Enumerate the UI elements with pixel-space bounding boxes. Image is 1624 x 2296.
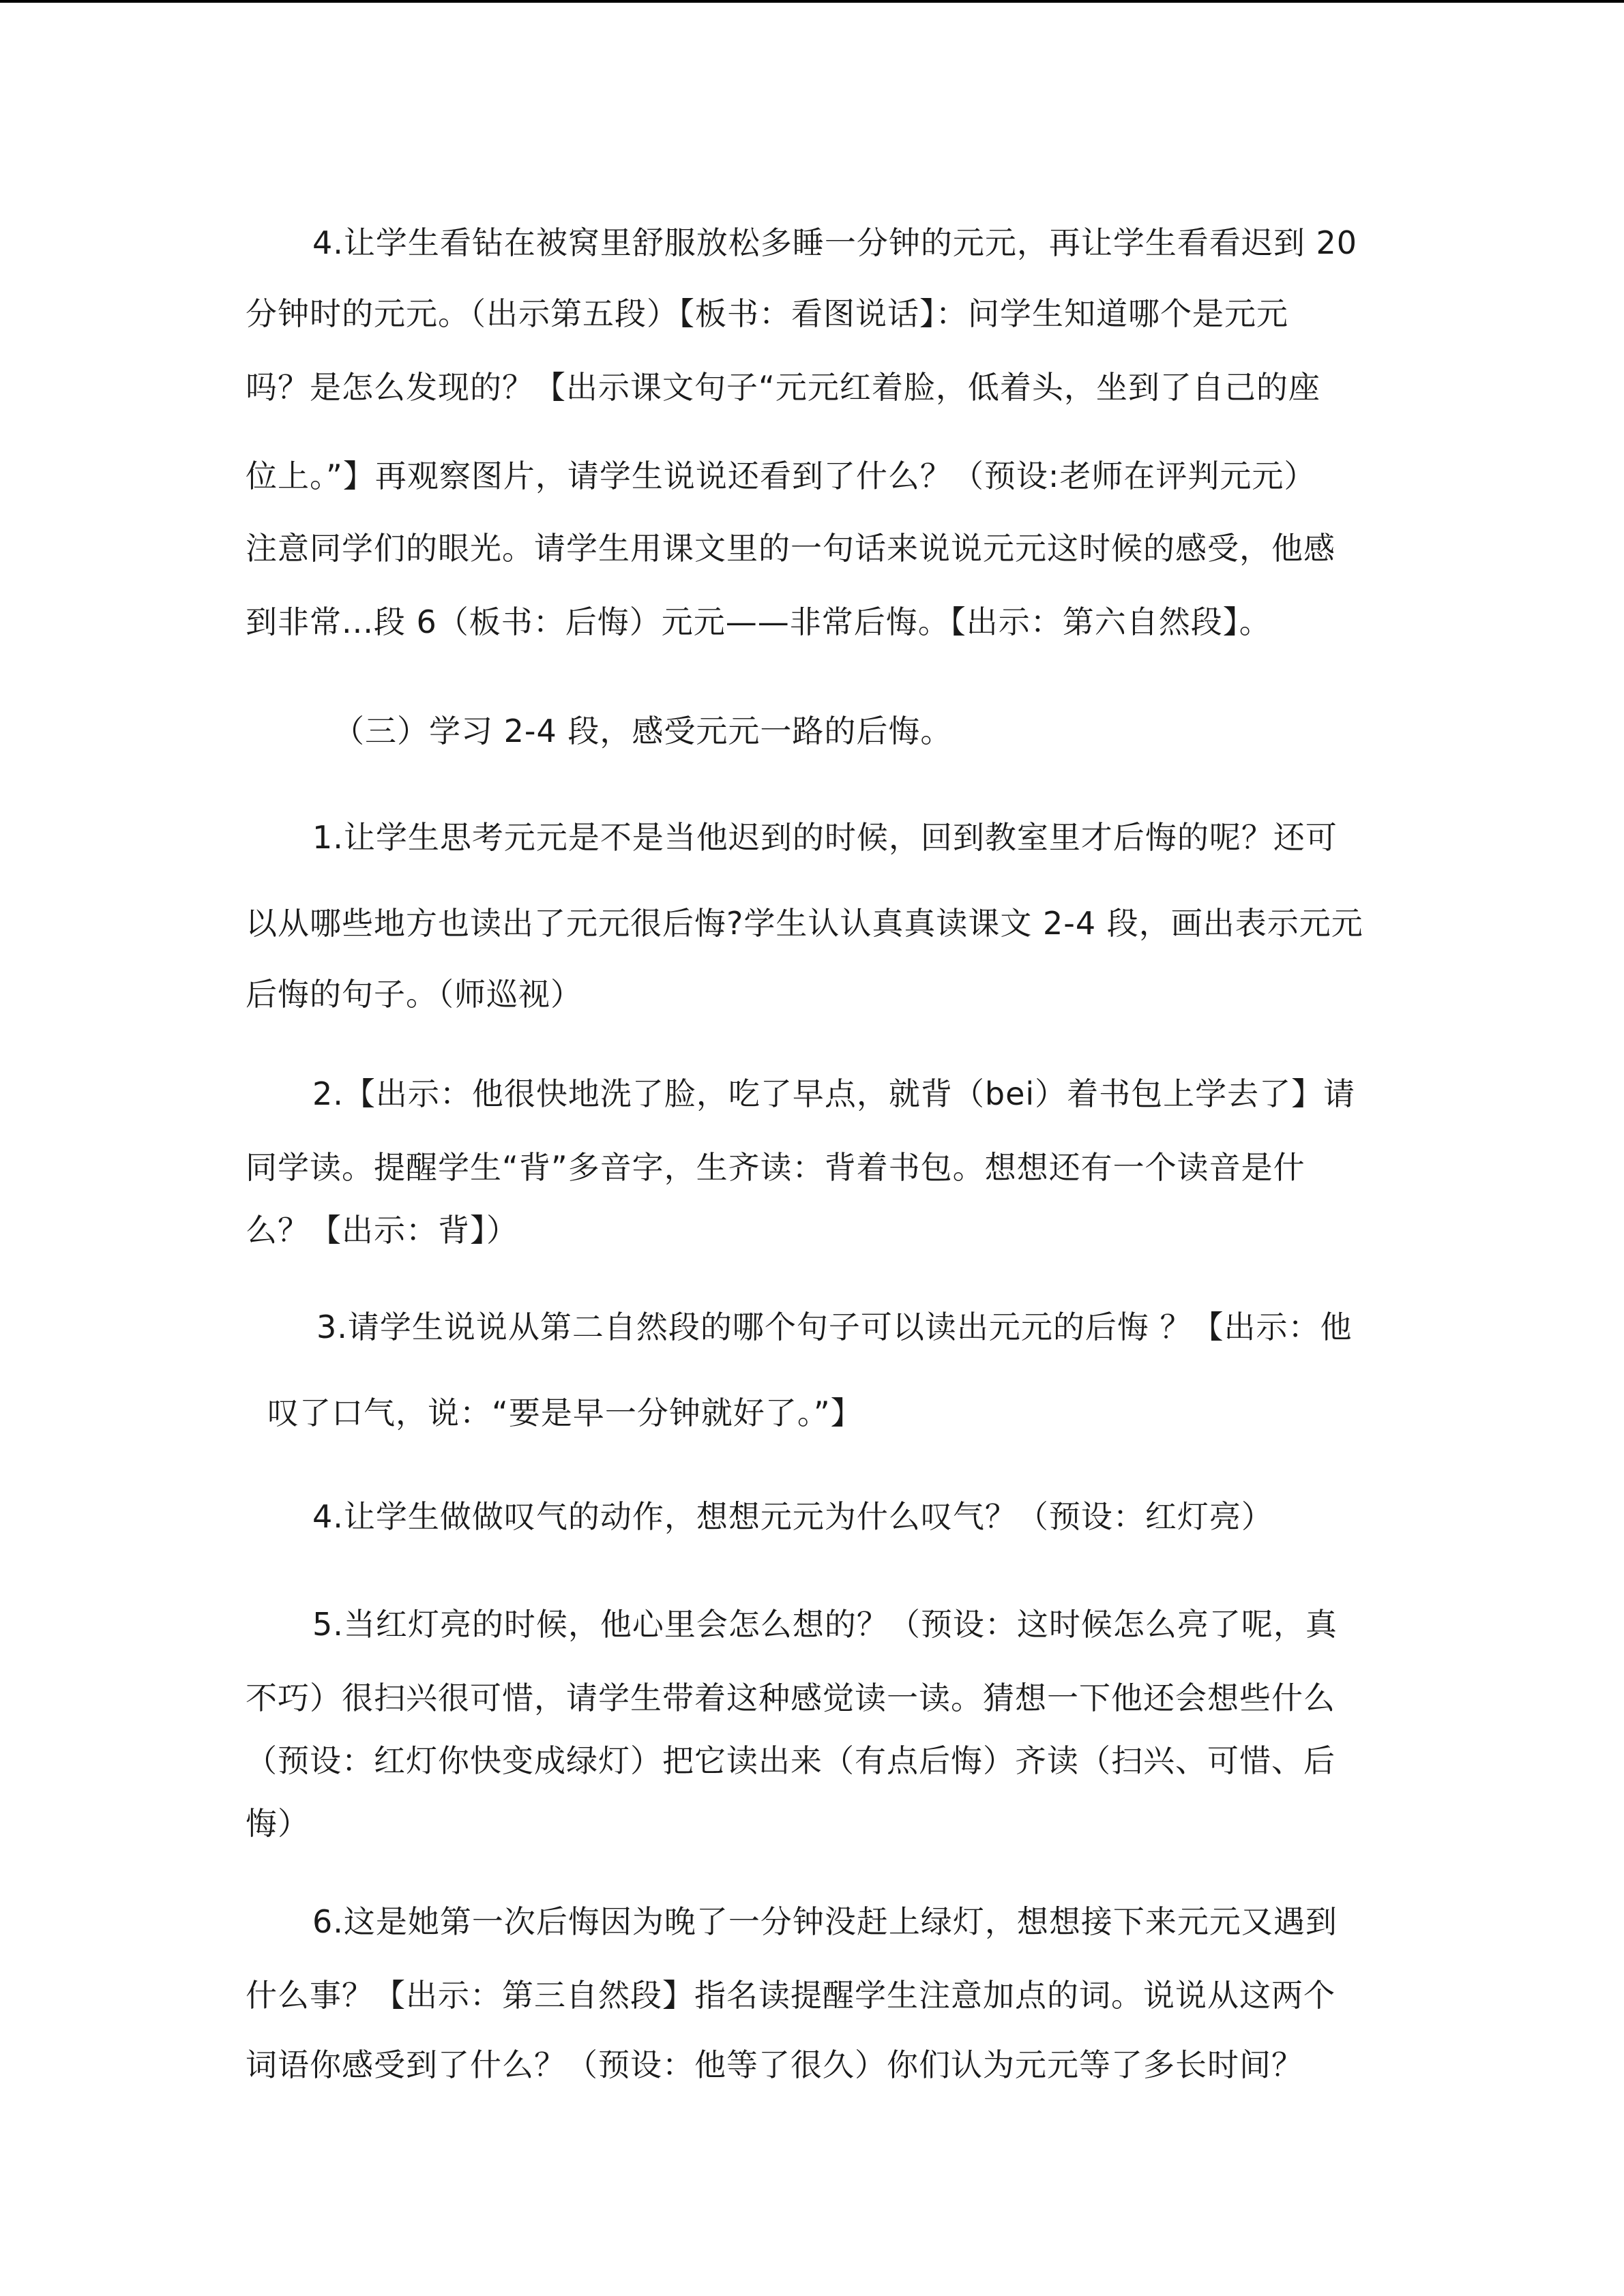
text-line: 位上。”】再观察图片，请学生说说还看到了什么？（预设:老师在评判元元） <box>246 458 1316 494</box>
text-line: 么？【出示：背】） <box>246 1212 518 1249</box>
text-line: 4.让学生做做叹气的动作，想想元元为什么叹气？（预设：红灯亮） <box>312 1498 1273 1535</box>
text-line: 2.【出示：他很快地洗了脸，吃了早点，就背（bei）着书包上学去了】请 <box>312 1075 1356 1112</box>
text-line: 后悔的句子。（师巡视） <box>246 976 582 1013</box>
text-line: 不巧）很扫兴很可惜，请学生带着这种感觉读一读。猜想一下他还会想些什么 <box>246 1680 1335 1716</box>
text-line: 1.让学生思考元元是不是当他迟到的时候，回到教室里才后悔的呢？还可 <box>312 819 1338 856</box>
text-line: 4.让学生看钻在被窝里舒服放松多睡一分钟的元元，再让学生看看迟到 20 <box>312 224 1358 261</box>
text-line: 5.当红灯亮的时候，他心里会怎么想的？（预设：这时候怎么亮了呢，真 <box>312 1606 1338 1643</box>
text-line: 同学读。提醒学生“背”多音字，生齐读：背着书包。想想还有一个读音是什 <box>246 1149 1305 1186</box>
text-line: 叹了口气，说：“要是早一分钟就好了。”】 <box>267 1395 863 1431</box>
page-top-border <box>0 0 1624 3</box>
text-line: 到非常...段 6（板书：后悔）元元——非常后悔。【出示：第六自然段】。 <box>246 603 1271 640</box>
text-line: 3.请学生说说从第二自然段的哪个句子可以读出元元的后悔 ？【出示：他 <box>316 1309 1353 1345</box>
text-line: 什么事？【出示：第三自然段】指名读提醒学生注意加点的词。说说从这两个 <box>246 1977 1335 2014</box>
text-line: 6.这是她第一次后悔因为晚了一分钟没赶上绿灯，想想接下来元元又遇到 <box>312 1903 1338 1940</box>
text-line: 注意同学们的眼光。请学生用课文里的一句话来说说元元这时候的感受，他感 <box>246 530 1335 567</box>
text-line: 吗？是怎么发现的？【出示课文句子“元元红着脸，低着头，坐到了自己的座 <box>246 369 1320 406</box>
text-line: （预设：红灯你快变成绿灯）把它读出来（有点后悔）齐读（扫兴、可惜、后 <box>246 1742 1335 1779</box>
text-line: 词语你感受到了什么？（预设：他等了很久）你们认为元元等了多长时间？ <box>246 2046 1303 2083</box>
section-heading: （三）学习 2-4 段，感受元元一路的后悔。 <box>333 713 953 749</box>
text-line: 以从哪些地方也读出了元元很后悔?学生认认真真读课文 2-4 段，画出表示元元 <box>246 905 1363 942</box>
text-line: 悔） <box>246 1805 310 1842</box>
text-line: 分钟时的元元。（出示第五段）【板书：看图说话】：问学生知道哪个是元元 <box>246 295 1288 332</box>
